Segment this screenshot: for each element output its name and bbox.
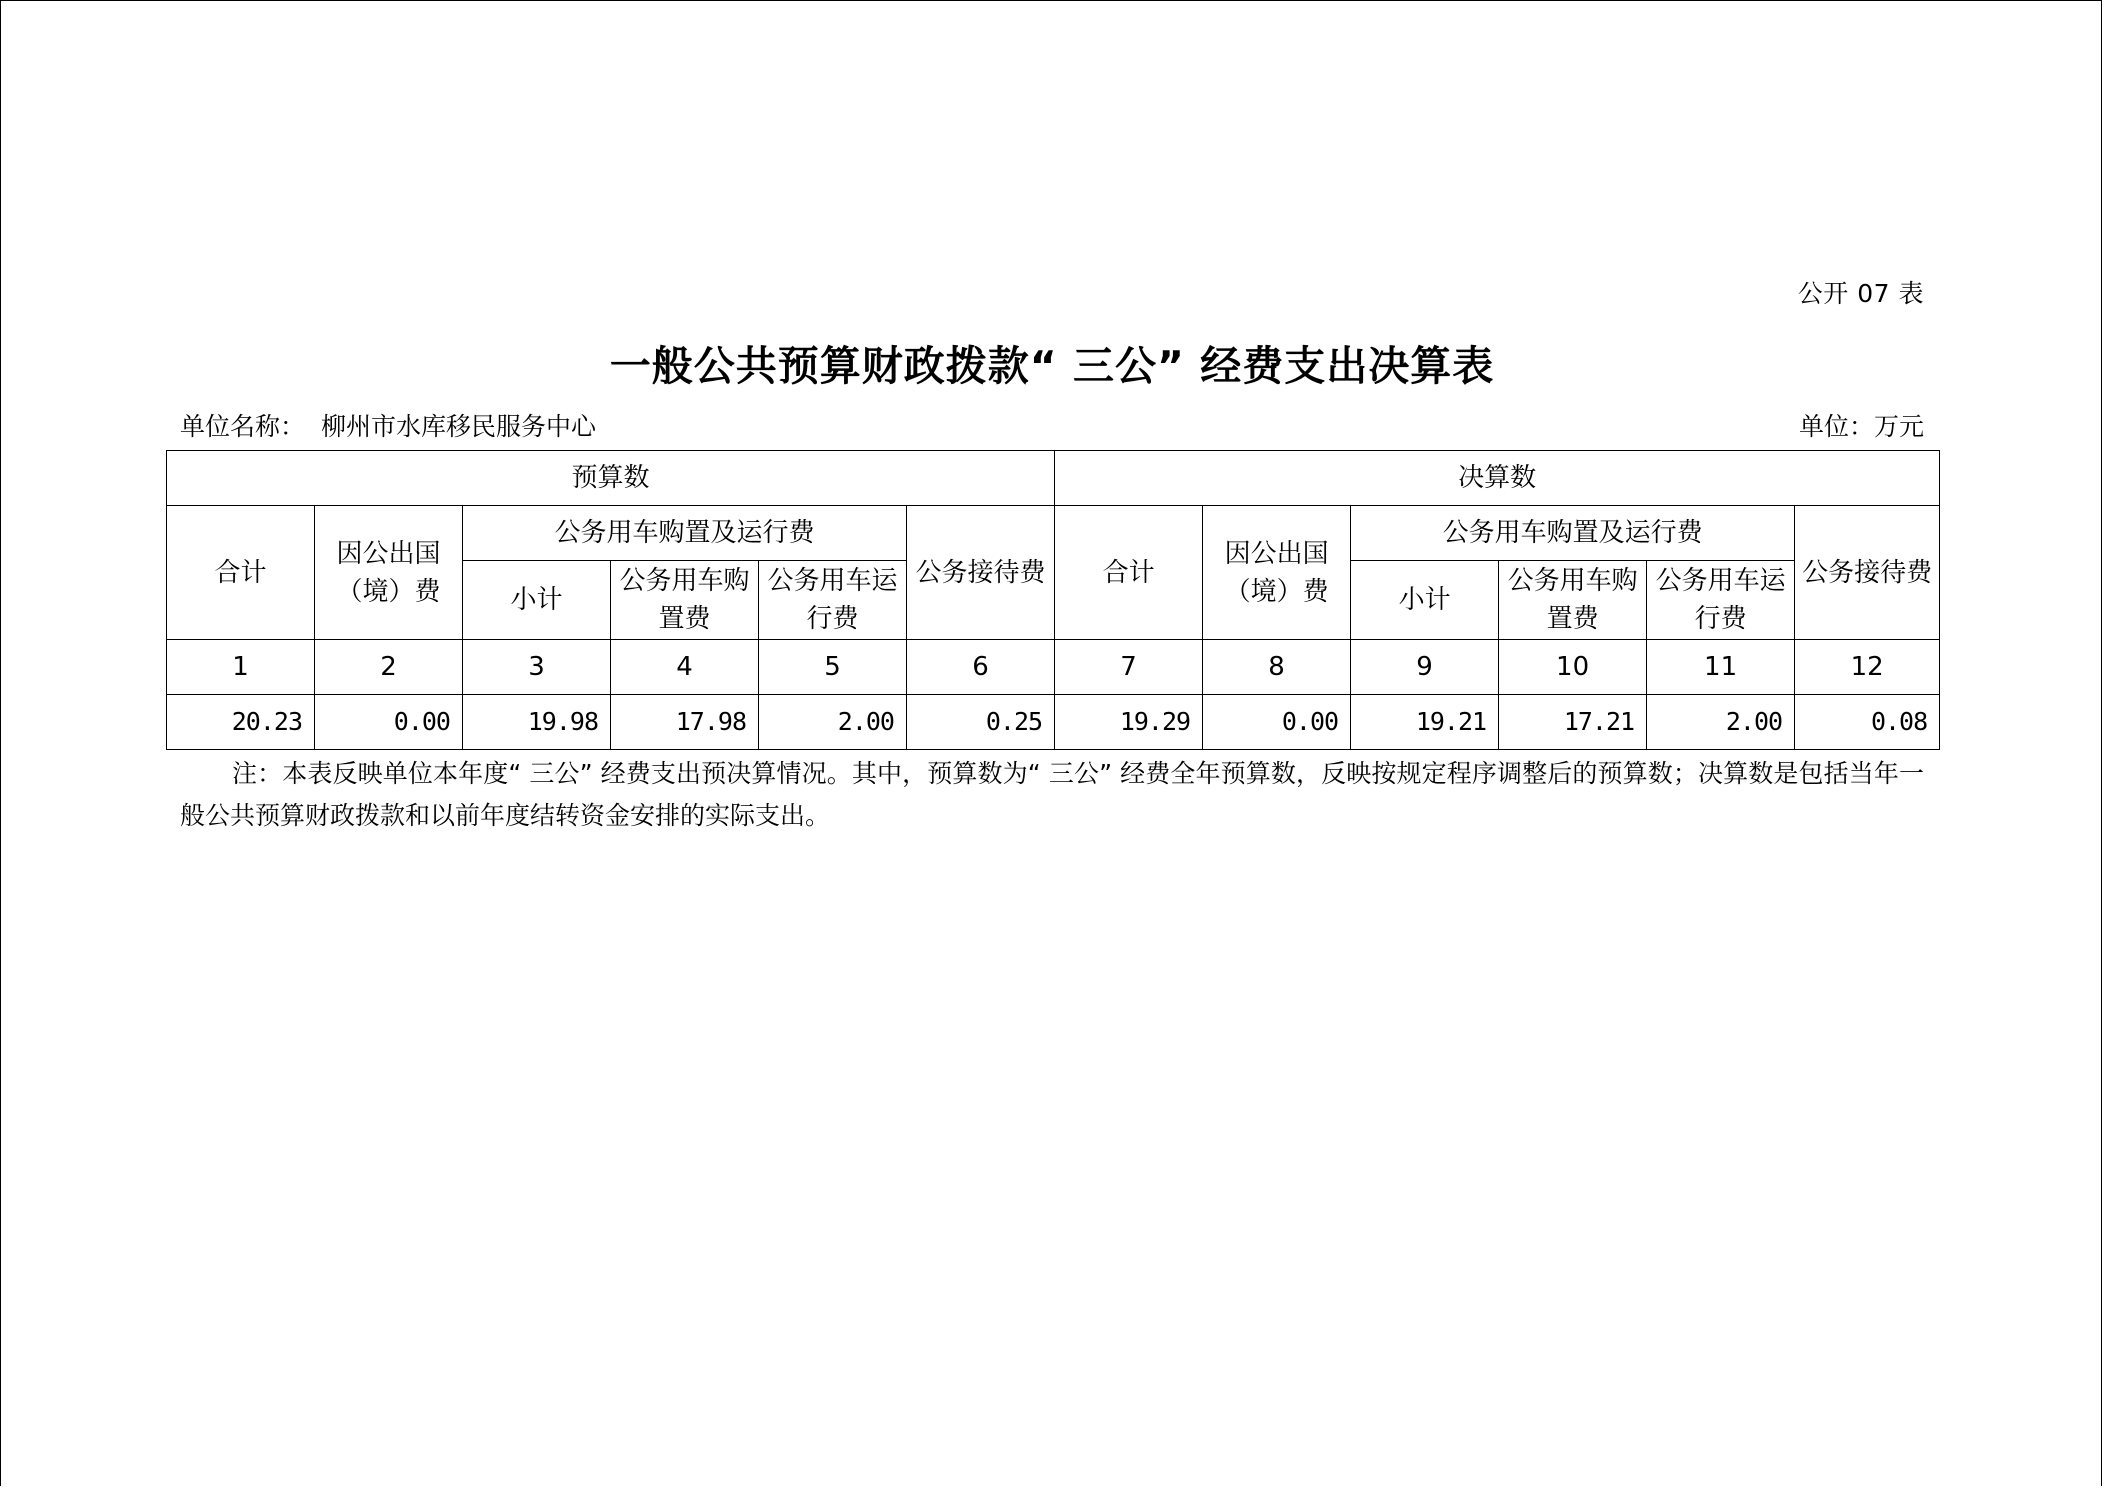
document-title: 一般公共预算财政拨款“ 三公” 经费支出决算表 [609, 342, 1495, 390]
unit-label: 单位：万元 [1798, 412, 1924, 441]
index-cell: 5 [759, 640, 907, 695]
header-row-middle [167, 506, 1940, 561]
index-cell: 7 [1055, 640, 1203, 695]
budget-car-purchase-header: 公务用车购置费 [611, 561, 759, 640]
final-total-header: 合计 [1055, 506, 1203, 640]
budget-abroad-header: 因公出国（境）费 [315, 506, 463, 640]
value-row [167, 695, 1940, 750]
unit-name-label: 单位名称： [180, 412, 306, 441]
budget-total-header: 合计 [167, 506, 315, 640]
value-cell: 0.00 [315, 695, 463, 750]
unit-name: 柳州市水库移民服务中心 [321, 412, 597, 441]
index-cell: 3 [463, 640, 611, 695]
budget-car-operation-header: 公务用车运行费 [759, 561, 907, 640]
final-car-purchase-header: 公务用车购置费 [1499, 561, 1647, 640]
value-cell: 2.00 [759, 695, 907, 750]
budget-header: 预算数 [167, 451, 1055, 506]
final-reception-header: 公务接待费 [1795, 506, 1940, 640]
value-cell: 17.98 [611, 695, 759, 750]
form-code: 公开 07 表 [1797, 279, 1924, 308]
index-row [167, 640, 1940, 695]
index-cell: 1 [167, 640, 315, 695]
value-cell: 19.29 [1055, 695, 1203, 750]
table-note: 注：本表反映单位本年度“ 三公” 经费支出预决算情况。其中，预算数为“ 三公” 经费全年预算数，反映按规定程序调整后的预算数；决算数是包括当年一般公共预算财政拨款和以前年度结转资金安排的实际支出。 [180, 759, 1924, 830]
budget-reception-header: 公务接待费 [907, 506, 1055, 640]
final-car-operation-header: 公务用车运行费 [1647, 561, 1795, 640]
index-cell: 12 [1795, 640, 1940, 695]
final-car-group-header: 公务用车购置及运行费 [1351, 506, 1795, 561]
final-abroad-header: 因公出国（境）费 [1203, 506, 1351, 640]
final-subtotal-header: 小计 [1351, 561, 1499, 640]
final-header: 决算数 [1055, 451, 1940, 506]
value-cell: 20.23 [167, 695, 315, 750]
value-cell: 2.00 [1647, 695, 1795, 750]
unit-name-block [180, 407, 596, 443]
index-cell: 9 [1351, 640, 1499, 695]
value-cell: 0.25 [907, 695, 1055, 750]
meta-row [180, 407, 1924, 441]
index-cell: 11 [1647, 640, 1795, 695]
header-row-top [167, 451, 1940, 506]
index-cell: 10 [1499, 640, 1647, 695]
value-cell: 0.00 [1203, 695, 1351, 750]
index-cell: 2 [315, 640, 463, 695]
value-cell: 19.21 [1351, 695, 1499, 750]
index-cell: 8 [1203, 640, 1351, 695]
value-cell: 17.21 [1499, 695, 1647, 750]
budget-subtotal-header: 小计 [463, 561, 611, 640]
expenditure-table [166, 450, 1940, 750]
index-cell: 6 [907, 640, 1055, 695]
value-cell: 19.98 [463, 695, 611, 750]
index-cell: 4 [611, 640, 759, 695]
budget-car-group-header: 公务用车购置及运行费 [463, 506, 907, 561]
value-cell: 0.08 [1795, 695, 1940, 750]
